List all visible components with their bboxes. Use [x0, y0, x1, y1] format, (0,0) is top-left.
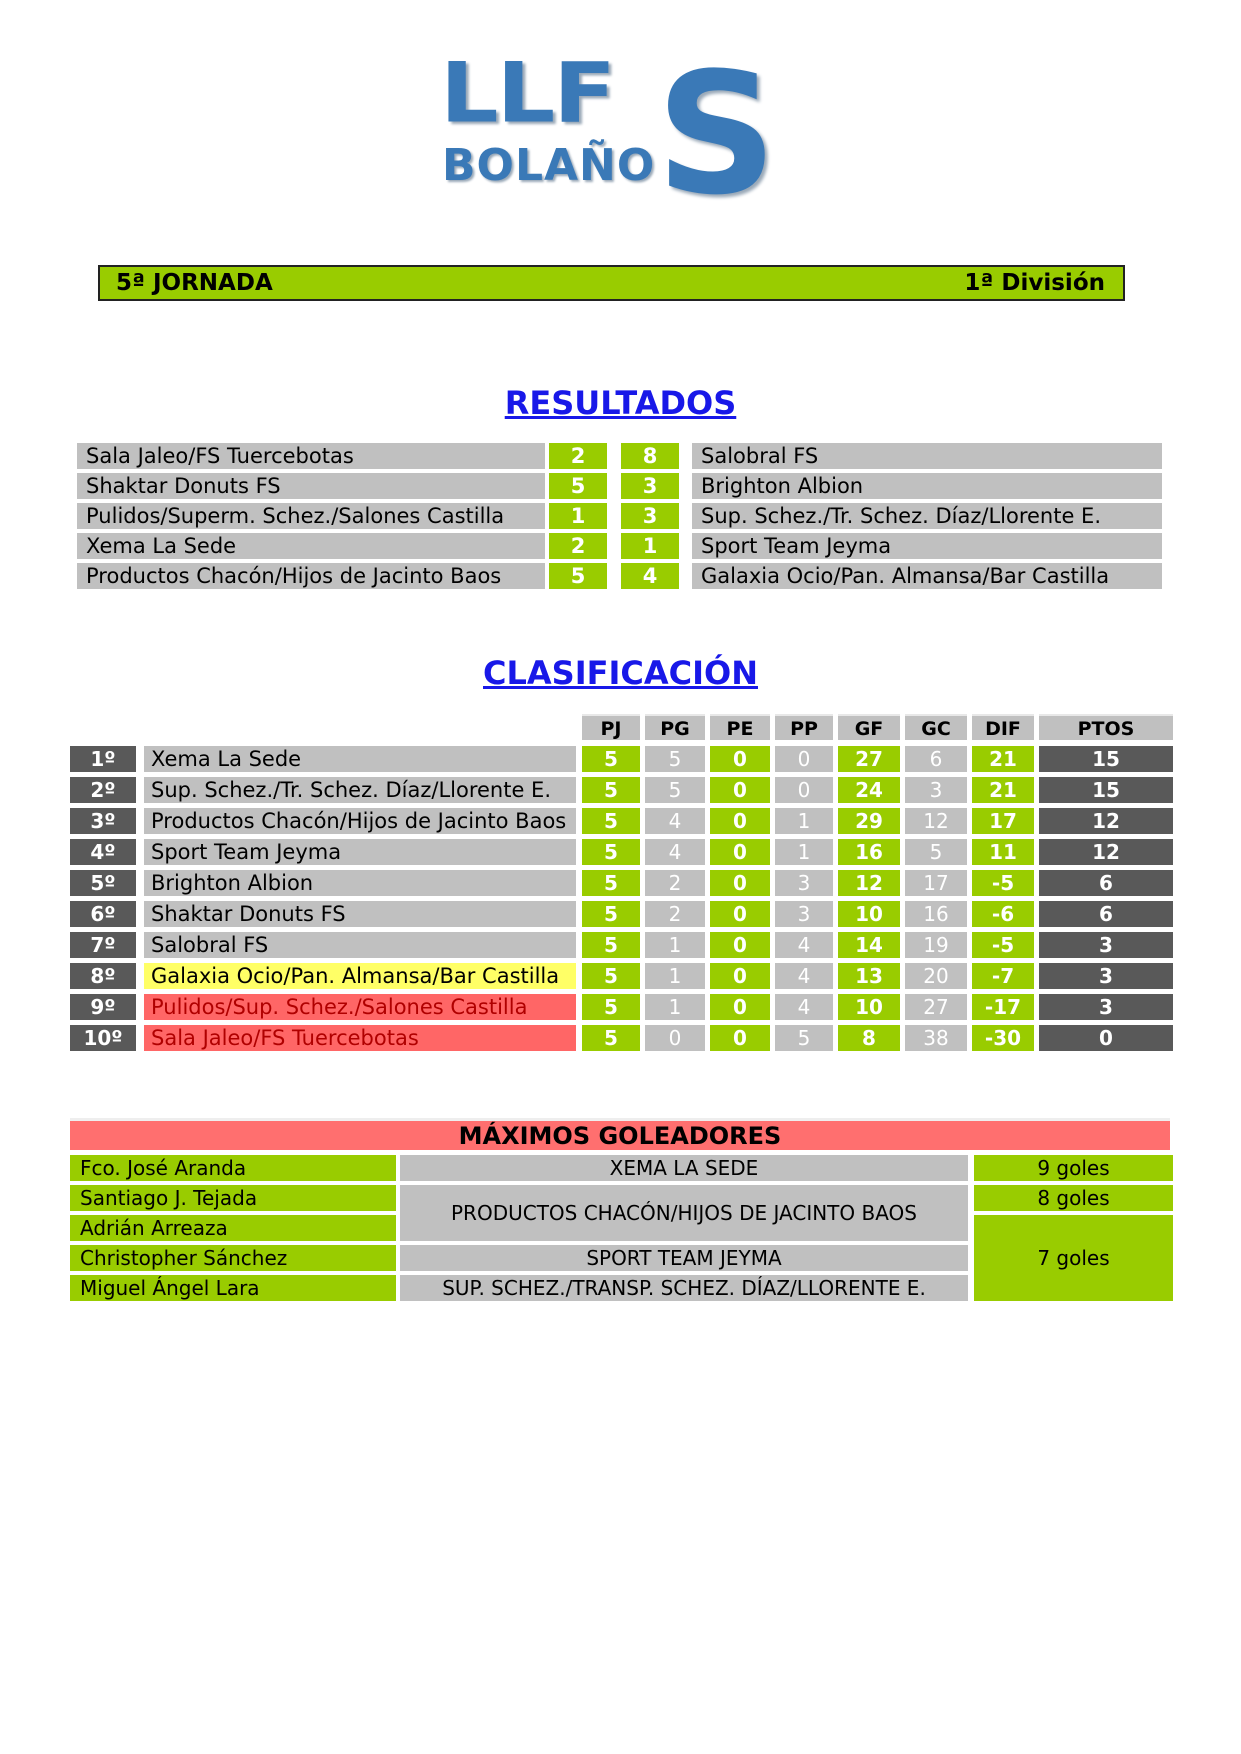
result-home-team: Sala Jaleo/FS Tuercebotas — [77, 443, 545, 469]
standing-pj: 5 — [582, 808, 640, 834]
standing-points: 15 — [1039, 746, 1173, 772]
result-away-score: 1 — [621, 533, 679, 559]
standing-dif: -5 — [972, 932, 1034, 958]
standing-gf: 27 — [838, 746, 900, 772]
column-header-dif: DIF — [972, 714, 1034, 740]
standing-pe: 0 — [710, 870, 770, 896]
results-title: RESULTADOS — [504, 384, 737, 422]
standing-points: 3 — [1039, 963, 1173, 989]
standing-points: 12 — [1039, 808, 1173, 834]
standing-gf: 16 — [838, 839, 900, 865]
standing-team-name: Sup. Schez./Tr. Schez. Díaz/Llorente E. — [144, 777, 576, 803]
standing-pj: 5 — [582, 839, 640, 865]
standing-position: 4º — [70, 839, 136, 865]
standing-pj: 5 — [582, 1025, 640, 1051]
standing-pj: 5 — [582, 901, 640, 927]
standing-dif: -5 — [972, 870, 1034, 896]
standing-gc: 38 — [905, 1025, 967, 1051]
standing-pp: 1 — [775, 839, 833, 865]
jornada-banner — [98, 265, 1125, 301]
standing-team-name: Sala Jaleo/FS Tuercebotas — [144, 1025, 576, 1051]
standing-dif: 17 — [972, 808, 1034, 834]
standing-gc: 6 — [905, 746, 967, 772]
logo-bolano-text: BOLAÑO — [442, 140, 656, 191]
standing-pp: 5 — [775, 1025, 833, 1051]
standing-dif: -17 — [972, 994, 1034, 1020]
standing-pe: 0 — [710, 808, 770, 834]
standing-points: 15 — [1039, 777, 1173, 803]
column-header-gf: GF — [838, 714, 900, 740]
scorer-team: PRODUCTOS CHACÓN/HIJOS DE JACINTO BAOS — [400, 1185, 968, 1241]
standing-position: 8º — [70, 963, 136, 989]
standing-pg: 5 — [645, 746, 705, 772]
standing-pp: 1 — [775, 808, 833, 834]
standing-gc: 17 — [905, 870, 967, 896]
result-away-team: Brighton Albion — [692, 473, 1162, 499]
standing-gc: 19 — [905, 932, 967, 958]
standing-position: 6º — [70, 901, 136, 927]
result-away-team: Salobral FS — [692, 443, 1162, 469]
standing-pe: 0 — [710, 1025, 770, 1051]
standing-gc: 3 — [905, 777, 967, 803]
scorer-name: Fco. José Aranda — [70, 1155, 396, 1181]
standing-gf: 10 — [838, 901, 900, 927]
standing-pp: 0 — [775, 777, 833, 803]
standing-dif: -30 — [972, 1025, 1034, 1051]
column-header-ptos: PTOS — [1039, 714, 1173, 740]
result-home-score: 1 — [549, 503, 607, 529]
standing-position: 2º — [70, 777, 136, 803]
standing-pe: 0 — [710, 746, 770, 772]
standing-pg: 4 — [645, 808, 705, 834]
standing-gf: 8 — [838, 1025, 900, 1051]
scorer-name: Santiago J. Tejada — [70, 1185, 396, 1211]
standing-dif: -7 — [972, 963, 1034, 989]
standing-dif: -6 — [972, 901, 1034, 927]
standing-gf: 12 — [838, 870, 900, 896]
scorer-team: SUP. SCHEZ./TRANSP. SCHEZ. DÍAZ/LLORENTE E. — [400, 1275, 968, 1301]
standing-pg: 2 — [645, 870, 705, 896]
standing-gf: 14 — [838, 932, 900, 958]
standing-pe: 0 — [710, 901, 770, 927]
standing-pe: 0 — [710, 932, 770, 958]
standing-pj: 5 — [582, 994, 640, 1020]
standing-gf: 10 — [838, 994, 900, 1020]
scorer-goals: 7 goles — [974, 1215, 1173, 1301]
standing-points: 6 — [1039, 870, 1173, 896]
standing-pg: 4 — [645, 839, 705, 865]
standing-pp: 3 — [775, 870, 833, 896]
standing-gc: 20 — [905, 963, 967, 989]
standing-pj: 5 — [582, 777, 640, 803]
standing-position: 10º — [70, 1025, 136, 1051]
scorer-goals: 9 goles — [974, 1155, 1173, 1181]
standing-pp: 0 — [775, 746, 833, 772]
standing-pg: 1 — [645, 932, 705, 958]
standing-team-name: Xema La Sede — [144, 746, 576, 772]
column-header-pp: PP — [775, 714, 833, 740]
result-away-score: 8 — [621, 443, 679, 469]
standing-pg: 5 — [645, 777, 705, 803]
result-home-score: 5 — [549, 473, 607, 499]
scorer-name: Christopher Sánchez — [70, 1245, 396, 1271]
column-header-pe: PE — [710, 714, 770, 740]
standing-pe: 0 — [710, 963, 770, 989]
standing-dif: 21 — [972, 777, 1034, 803]
result-away-team: Sup. Schez./Tr. Schez. Díaz/Llorente E. — [692, 503, 1162, 529]
standing-pp: 4 — [775, 994, 833, 1020]
standing-pp: 4 — [775, 963, 833, 989]
result-away-team: Galaxia Ocio/Pan. Almansa/Bar Castilla — [692, 563, 1162, 589]
result-away-score: 4 — [621, 563, 679, 589]
standing-team-name: Sport Team Jeyma — [144, 839, 576, 865]
standing-position: 1º — [70, 746, 136, 772]
division-label: 1ª División — [964, 270, 1105, 296]
scorer-name: Adrián Arreaza — [70, 1215, 396, 1241]
column-header-pg: PG — [645, 714, 705, 740]
result-home-score: 5 — [549, 563, 607, 589]
result-home-team: Pulidos/Superm. Schez./Salones Castilla — [77, 503, 545, 529]
standing-gc: 5 — [905, 839, 967, 865]
standing-pe: 0 — [710, 994, 770, 1020]
standing-points: 6 — [1039, 901, 1173, 927]
standing-gc: 12 — [905, 808, 967, 834]
scorer-team: SPORT TEAM JEYMA — [400, 1245, 968, 1271]
result-home-team: Shaktar Donuts FS — [77, 473, 545, 499]
standing-pg: 0 — [645, 1025, 705, 1051]
standing-pp: 4 — [775, 932, 833, 958]
standing-team-name: Salobral FS — [144, 932, 576, 958]
standing-position: 3º — [70, 808, 136, 834]
standing-pj: 5 — [582, 746, 640, 772]
result-home-score: 2 — [549, 443, 607, 469]
standing-pj: 5 — [582, 932, 640, 958]
standing-position: 7º — [70, 932, 136, 958]
standing-points: 3 — [1039, 932, 1173, 958]
scorer-team: XEMA LA SEDE — [400, 1155, 968, 1181]
column-header-pj: PJ — [582, 714, 640, 740]
logo-llf-text: LLF — [440, 44, 615, 142]
result-away-score: 3 — [621, 503, 679, 529]
standing-gf: 24 — [838, 777, 900, 803]
standing-pe: 0 — [710, 777, 770, 803]
standing-gf: 29 — [838, 808, 900, 834]
standing-team-name: Productos Chacón/Hijos de Jacinto Baos — [144, 808, 576, 834]
column-header-gc: GC — [905, 714, 967, 740]
standing-points: 3 — [1039, 994, 1173, 1020]
result-home-score: 2 — [549, 533, 607, 559]
standing-pe: 0 — [710, 839, 770, 865]
league-logo — [430, 36, 810, 232]
standing-dif: 21 — [972, 746, 1034, 772]
standing-team-name: Pulidos/Sup. Schez./Salones Castilla — [144, 994, 576, 1020]
result-home-team: Productos Chacón/Hijos de Jacinto Baos — [77, 563, 545, 589]
standing-position: 9º — [70, 994, 136, 1020]
scorer-name: Miguel Ángel Lara — [70, 1275, 396, 1301]
scorer-goals: 8 goles — [974, 1185, 1173, 1211]
result-away-score: 3 — [621, 473, 679, 499]
standing-points: 0 — [1039, 1025, 1173, 1051]
standing-points: 12 — [1039, 839, 1173, 865]
standing-pg: 2 — [645, 901, 705, 927]
standing-pj: 5 — [582, 870, 640, 896]
standings-title: CLASIFICACIÓN — [483, 654, 758, 692]
scorers-title: MÁXIMOS GOLEADORES — [70, 1118, 1170, 1150]
standing-pp: 3 — [775, 901, 833, 927]
standing-gf: 13 — [838, 963, 900, 989]
standing-dif: 11 — [972, 839, 1034, 865]
result-home-team: Xema La Sede — [77, 533, 545, 559]
standing-pg: 1 — [645, 963, 705, 989]
jornada-label: 5ª JORNADA — [116, 270, 273, 296]
standing-position: 5º — [70, 870, 136, 896]
standing-pj: 5 — [582, 963, 640, 989]
standing-gc: 27 — [905, 994, 967, 1020]
result-away-team: Sport Team Jeyma — [692, 533, 1162, 559]
standing-team-name: Brighton Albion — [144, 870, 576, 896]
standing-gc: 16 — [905, 901, 967, 927]
standing-team-name: Shaktar Donuts FS — [144, 901, 576, 927]
standing-pg: 1 — [645, 994, 705, 1020]
logo-s-letter: S — [656, 36, 777, 232]
standing-team-name: Galaxia Ocio/Pan. Almansa/Bar Castilla — [144, 963, 576, 989]
